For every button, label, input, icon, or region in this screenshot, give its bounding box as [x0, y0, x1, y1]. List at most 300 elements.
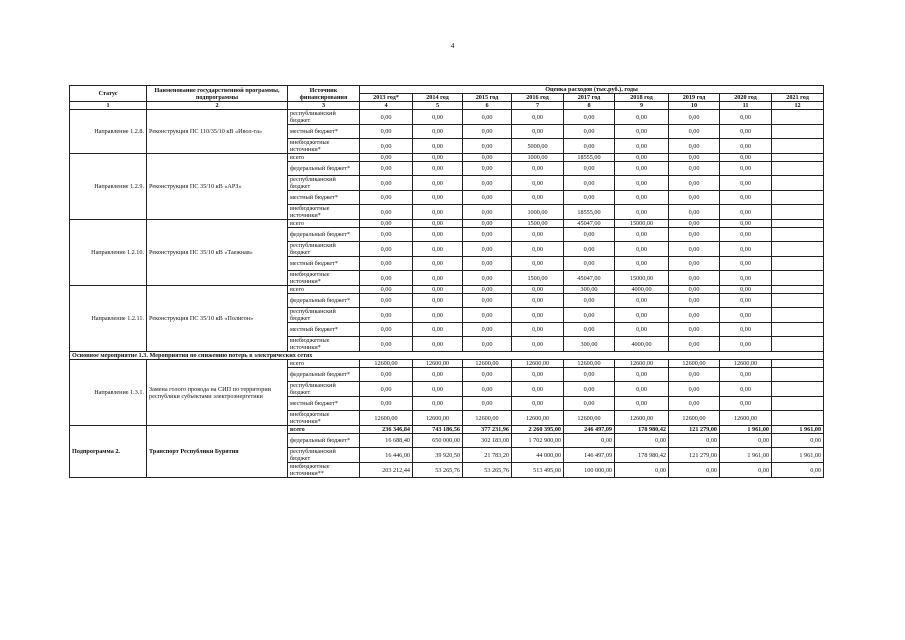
row-value: 0,00	[564, 368, 615, 382]
row-value: 0,00	[413, 176, 463, 191]
row-value: 0,00	[669, 154, 720, 162]
col-number: 3	[288, 102, 360, 110]
row-value: 0,00	[669, 337, 720, 352]
row-value: 146 497,09	[564, 448, 615, 463]
row-value: 0,00	[720, 125, 772, 139]
row-value: 0,00	[564, 294, 615, 308]
row-value: 0,00	[669, 176, 720, 191]
row-value: 0,00	[413, 220, 463, 228]
row-value: 0,00	[564, 434, 615, 448]
row-value: 0,00	[413, 286, 463, 294]
row-value: 0,00	[360, 242, 413, 257]
row-source: внебюджетные источники**	[288, 463, 360, 478]
row-value: 0,00	[615, 434, 669, 448]
row-value: 0,00	[360, 382, 413, 397]
row-value: 0,00	[512, 125, 564, 139]
row-value: 0,00	[720, 368, 772, 382]
row-value: 0,00	[615, 139, 669, 154]
row-value: 0,00	[720, 463, 772, 478]
row-value: 0,00	[615, 323, 669, 337]
row-value: 0,00	[360, 176, 413, 191]
row-value: 0,00	[512, 257, 564, 271]
row-value: 12600,00	[720, 411, 772, 426]
col-number: 8	[564, 102, 615, 110]
row-source: республиканский бюджет	[288, 382, 360, 397]
row-value: 0,00	[512, 176, 564, 191]
col-number: 5	[413, 102, 463, 110]
row-value: 0,00	[615, 205, 669, 220]
row-value: 0,00	[720, 110, 772, 125]
row-status: Подпрограмма 2.	[70, 426, 147, 478]
col-header-year: 2014 год	[413, 94, 463, 102]
row-value: 12600,00	[512, 360, 564, 368]
row-value: 0,00	[413, 323, 463, 337]
row-value: 0,00	[669, 205, 720, 220]
row-program-name: Реконструкция ПС 35/10 кВ «Таежная»	[147, 220, 288, 286]
row-value: 0,00	[564, 191, 615, 205]
col-header-year: 2016 год	[512, 94, 564, 102]
row-value: 0,00	[720, 257, 772, 271]
row-value: 100 000,00	[564, 463, 615, 478]
row-source: местный бюджет*	[288, 323, 360, 337]
row-value: 18555,00	[564, 205, 615, 220]
page-number: 4	[450, 41, 455, 50]
col-number: 1	[70, 102, 147, 110]
row-value: 0,00	[720, 323, 772, 337]
row-value: 236 346,84	[360, 426, 413, 434]
row-value: 0,00	[669, 139, 720, 154]
row-value: 0,00	[615, 125, 669, 139]
row-value: 12600,00	[564, 360, 615, 368]
row-value: 0,00	[669, 191, 720, 205]
row-source: федеральный бюджет*	[288, 368, 360, 382]
row-value: 0,00	[720, 294, 772, 308]
row-value: 0,00	[615, 257, 669, 271]
row-value: 0,00	[720, 154, 772, 162]
row-value: 0,00	[512, 110, 564, 125]
row-value: 1 961,00	[772, 448, 824, 463]
row-value	[772, 323, 824, 337]
row-value: 0,00	[564, 110, 615, 125]
table-row	[70, 154, 824, 162]
row-value: 0,00	[463, 205, 512, 220]
row-value	[772, 337, 824, 352]
row-value: 1 961,00	[720, 448, 772, 463]
row-value: 0,00	[669, 368, 720, 382]
row-value: 178 980,42	[615, 426, 669, 434]
row-value: 0,00	[615, 397, 669, 411]
row-value: 12600,00	[615, 411, 669, 426]
row-value: 0,00	[564, 139, 615, 154]
row-value: 0,00	[564, 397, 615, 411]
row-value: 0,00	[615, 154, 669, 162]
section-row	[70, 352, 824, 360]
col-header-year: 2013 год*	[360, 94, 413, 102]
row-value: 0,00	[463, 220, 512, 228]
row-value	[772, 162, 824, 176]
row-value: 0,00	[669, 308, 720, 323]
row-source: всего	[288, 220, 360, 228]
row-value: 15000,00	[615, 220, 669, 228]
row-value: 0,00	[512, 337, 564, 352]
row-value: 0,00	[413, 205, 463, 220]
col-header-year: 2019 год	[669, 94, 720, 102]
row-value: 0,00	[512, 162, 564, 176]
row-value	[772, 176, 824, 191]
row-value: 0,00	[413, 154, 463, 162]
row-value	[772, 191, 824, 205]
row-value: 1500,00	[512, 220, 564, 228]
row-value: 0,00	[669, 162, 720, 176]
row-value	[772, 397, 824, 411]
row-program-name: Реконструкция ПС 35/10 кВ «АРЗ»	[147, 154, 288, 220]
row-value: 121 279,00	[669, 448, 720, 463]
row-value: 0,00	[615, 294, 669, 308]
row-status: Направление 1.2.9.	[70, 154, 147, 220]
col-number: 6	[463, 102, 512, 110]
row-value	[772, 110, 824, 125]
row-value: 300,00	[564, 286, 615, 294]
row-value: 0,00	[772, 434, 824, 448]
row-value: 203 212,44	[360, 463, 413, 478]
row-value: 0,00	[463, 228, 512, 242]
row-value: 0,00	[360, 323, 413, 337]
row-value: 0,00	[669, 228, 720, 242]
row-value: 16 688,40	[360, 434, 413, 448]
row-value: 0,00	[360, 154, 413, 162]
row-value: 1000,00	[512, 205, 564, 220]
row-value: 0,00	[360, 162, 413, 176]
row-value: 0,00	[669, 110, 720, 125]
row-value: 0,00	[463, 191, 512, 205]
row-value	[772, 368, 824, 382]
row-source: всего	[288, 154, 360, 162]
row-value: 0,00	[360, 368, 413, 382]
row-value: 0,00	[360, 139, 413, 154]
row-value	[772, 205, 824, 220]
row-source: федеральный бюджет*	[288, 228, 360, 242]
row-value: 0,00	[413, 271, 463, 286]
row-value: 0,00	[615, 176, 669, 191]
row-value: 0,00	[615, 162, 669, 176]
row-value: 0,00	[669, 257, 720, 271]
row-value: 0,00	[720, 205, 772, 220]
table-row	[70, 286, 824, 294]
row-value: 12600,00	[463, 360, 512, 368]
row-value: 0,00	[360, 205, 413, 220]
row-value: 0,00	[512, 286, 564, 294]
row-source: всего	[288, 360, 360, 368]
row-value: 0,00	[720, 220, 772, 228]
row-program-name: Замена голого провода на СИП по территории республики субъектами электроэнергетики	[147, 360, 288, 426]
row-value	[772, 360, 824, 368]
row-source: местный бюджет*	[288, 191, 360, 205]
row-value: 53 265,76	[463, 463, 512, 478]
row-value: 0,00	[463, 110, 512, 125]
row-value	[772, 228, 824, 242]
budget-table	[69, 85, 824, 478]
row-value: 0,00	[615, 242, 669, 257]
col-header-program: Наименование государственной программы, подпрограммы	[147, 86, 288, 102]
row-value: 0,00	[512, 191, 564, 205]
row-value: 0,00	[772, 463, 824, 478]
row-value: 0,00	[512, 228, 564, 242]
col-number: 7	[512, 102, 564, 110]
col-number: 12	[772, 102, 824, 110]
row-value: 0,00	[463, 154, 512, 162]
row-source: внебюджетные источники*	[288, 337, 360, 352]
row-program-name: Транспорт Республики Бурятия	[147, 426, 288, 478]
row-value: 12600,00	[413, 360, 463, 368]
row-value: 0,00	[463, 125, 512, 139]
section-title: Основное мероприятие 1.3. Мероприятия по снижению потерь в электрических сетях	[70, 352, 824, 360]
row-value: 0,00	[564, 308, 615, 323]
row-source: федеральный бюджет*	[288, 162, 360, 176]
row-value: 377 231,96	[463, 426, 512, 434]
row-value: 0,00	[615, 382, 669, 397]
row-source: всего	[288, 426, 360, 434]
row-value: 12600,00	[669, 360, 720, 368]
col-header-year: 2018 год	[615, 94, 669, 102]
row-value: 121 279,00	[669, 426, 720, 434]
row-value: 0,00	[360, 220, 413, 228]
col-header-year: 2017 год	[564, 94, 615, 102]
row-value: 21 783,20	[463, 448, 512, 463]
row-value: 0,00	[360, 294, 413, 308]
row-value: 0,00	[413, 294, 463, 308]
row-value: 0,00	[720, 271, 772, 286]
row-value: 0,00	[463, 176, 512, 191]
row-value: 246 497,09	[564, 426, 615, 434]
row-source: внебюджетные источники*	[288, 271, 360, 286]
col-header-source: Источник финансирования	[288, 86, 360, 102]
row-value: 12600,00	[360, 411, 413, 426]
row-value: 0,00	[463, 308, 512, 323]
col-header-status: Статус	[70, 86, 147, 102]
row-value	[772, 242, 824, 257]
row-value: 0,00	[720, 242, 772, 257]
row-value: 45047,00	[564, 271, 615, 286]
row-value: 0,00	[413, 228, 463, 242]
row-value: 0,00	[463, 286, 512, 294]
row-source: федеральный бюджет*	[288, 294, 360, 308]
row-value: 0,00	[360, 308, 413, 323]
row-value: 12600,00	[463, 411, 512, 426]
row-value: 0,00	[564, 162, 615, 176]
row-source: внебюджетные источники*	[288, 139, 360, 154]
row-value: 178 980,42	[615, 448, 669, 463]
row-source: федеральный бюджет*	[288, 434, 360, 448]
row-value	[772, 286, 824, 294]
row-value: 0,00	[564, 176, 615, 191]
row-value: 0,00	[669, 125, 720, 139]
row-value: 302 183,00	[463, 434, 512, 448]
row-value: 0,00	[463, 337, 512, 352]
row-value: 513 495,00	[512, 463, 564, 478]
row-value: 53 265,76	[413, 463, 463, 478]
row-value: 0,00	[669, 294, 720, 308]
row-value: 0,00	[669, 323, 720, 337]
row-value: 0,00	[615, 463, 669, 478]
row-value: 300,00	[564, 337, 615, 352]
row-source: местный бюджет*	[288, 125, 360, 139]
table-row	[70, 220, 824, 228]
row-value: 0,00	[413, 382, 463, 397]
row-value: 0,00	[720, 139, 772, 154]
row-value: 0,00	[720, 286, 772, 294]
row-value: 0,00	[360, 337, 413, 352]
col-number: 2	[147, 102, 288, 110]
row-value: 0,00	[413, 125, 463, 139]
row-value: 0,00	[564, 228, 615, 242]
row-value: 0,00	[720, 434, 772, 448]
row-value	[772, 257, 824, 271]
row-value	[772, 271, 824, 286]
row-value: 18555,00	[564, 154, 615, 162]
row-value: 1000,00	[512, 154, 564, 162]
row-value: 0,00	[463, 382, 512, 397]
row-value	[772, 294, 824, 308]
row-value: 0,00	[720, 191, 772, 205]
row-value: 0,00	[512, 397, 564, 411]
row-value: 0,00	[360, 125, 413, 139]
row-value: 0,00	[463, 242, 512, 257]
row-value	[772, 139, 824, 154]
row-value: 0,00	[512, 323, 564, 337]
row-value: 0,00	[512, 382, 564, 397]
row-value: 4000,00	[615, 286, 669, 294]
col-header-year: 2021 год	[772, 94, 824, 102]
row-value	[772, 125, 824, 139]
row-source: внебюджетные источники*	[288, 411, 360, 426]
row-value: 44 000,00	[512, 448, 564, 463]
row-value: 0,00	[669, 434, 720, 448]
row-value	[772, 154, 824, 162]
col-header-year: 2020 год	[720, 94, 772, 102]
row-value: 0,00	[720, 162, 772, 176]
row-value: 0,00	[413, 337, 463, 352]
row-value: 0,00	[615, 228, 669, 242]
row-value: 16 446,00	[360, 448, 413, 463]
row-value: 0,00	[564, 242, 615, 257]
row-value: 12600,00	[615, 360, 669, 368]
row-status: Направление 1.2.8.	[70, 110, 147, 154]
row-status: Направление 1.2.11.	[70, 286, 147, 352]
row-value: 0,00	[360, 257, 413, 271]
row-value: 0,00	[413, 368, 463, 382]
row-value: 0,00	[413, 242, 463, 257]
row-value: 1 961,00	[720, 426, 772, 434]
row-value: 0,00	[564, 125, 615, 139]
row-value: 0,00	[413, 257, 463, 271]
row-program-name: Реконструкция ПС 35/10 кВ «Полигон»	[147, 286, 288, 352]
row-value: 0,00	[669, 463, 720, 478]
row-value: 0,00	[564, 257, 615, 271]
row-value: 0,00	[615, 191, 669, 205]
col-header-year: 2015 год	[463, 94, 512, 102]
row-value: 15000,00	[615, 271, 669, 286]
row-value: 0,00	[720, 176, 772, 191]
row-value: 39 920,50	[413, 448, 463, 463]
row-value: 0,00	[413, 308, 463, 323]
row-value: 0,00	[669, 220, 720, 228]
row-value: 0,00	[463, 368, 512, 382]
row-status: Направление 1.3.1.	[70, 360, 147, 426]
row-source: республиканский бюджет	[288, 448, 360, 463]
col-header-estimate: Оценка расходов (тыс.руб.), годы	[360, 86, 824, 94]
row-value: 12600,00	[512, 411, 564, 426]
row-value: 4000,00	[615, 337, 669, 352]
row-value: 1 702 900,00	[512, 434, 564, 448]
row-value: 0,00	[564, 323, 615, 337]
row-value: 0,00	[463, 397, 512, 411]
row-program-name: Реконструкция ПС 110/35/10 кВ «Ивол-га»	[147, 110, 288, 154]
table-row	[70, 110, 824, 125]
row-value: 0,00	[669, 271, 720, 286]
row-value	[772, 308, 824, 323]
row-source: местный бюджет*	[288, 257, 360, 271]
row-value: 0,00	[669, 242, 720, 257]
row-value: 0,00	[720, 382, 772, 397]
row-source: республиканский бюджет	[288, 110, 360, 125]
table-row	[70, 360, 824, 368]
row-value: 0,00	[615, 368, 669, 382]
row-value: 45047,00	[564, 220, 615, 228]
row-value: 0,00	[413, 191, 463, 205]
row-value: 12600,00	[360, 360, 413, 368]
row-value: 1 961,00	[772, 426, 824, 434]
row-value: 0,00	[413, 139, 463, 154]
row-value: 0,00	[720, 308, 772, 323]
row-value: 0,00	[564, 382, 615, 397]
row-value: 12600,00	[413, 411, 463, 426]
row-value: 12600,00	[564, 411, 615, 426]
row-value	[772, 220, 824, 228]
row-value: 0,00	[512, 308, 564, 323]
row-value: 0,00	[463, 271, 512, 286]
row-value: 0,00	[512, 368, 564, 382]
row-value: 0,00	[413, 162, 463, 176]
row-value: 650 000,00	[413, 434, 463, 448]
row-status: Направление 1.2.10.	[70, 220, 147, 286]
row-value	[772, 411, 824, 426]
col-number: 4	[360, 102, 413, 110]
row-value: 0,00	[615, 110, 669, 125]
table-row	[70, 426, 824, 434]
row-source: внебюджетные источники*	[288, 205, 360, 220]
row-source: республиканский бюджет	[288, 176, 360, 191]
row-value: 0,00	[360, 397, 413, 411]
row-value: 0,00	[360, 228, 413, 242]
row-source: местный бюджет*	[288, 397, 360, 411]
row-value: 0,00	[615, 308, 669, 323]
row-value: 5000,00	[512, 139, 564, 154]
row-value: 0,00	[512, 242, 564, 257]
row-value: 0,00	[720, 397, 772, 411]
row-value: 0,00	[463, 323, 512, 337]
row-value: 0,00	[512, 294, 564, 308]
col-number: 10	[669, 102, 720, 110]
row-value: 0,00	[360, 271, 413, 286]
row-value: 0,00	[463, 257, 512, 271]
row-value: 12600,00	[720, 360, 772, 368]
row-value: 0,00	[669, 382, 720, 397]
row-source: республиканский бюджет	[288, 308, 360, 323]
row-value: 12600,00	[669, 411, 720, 426]
col-number: 11	[720, 102, 772, 110]
row-value: 0,00	[463, 139, 512, 154]
row-value: 0,00	[413, 397, 463, 411]
